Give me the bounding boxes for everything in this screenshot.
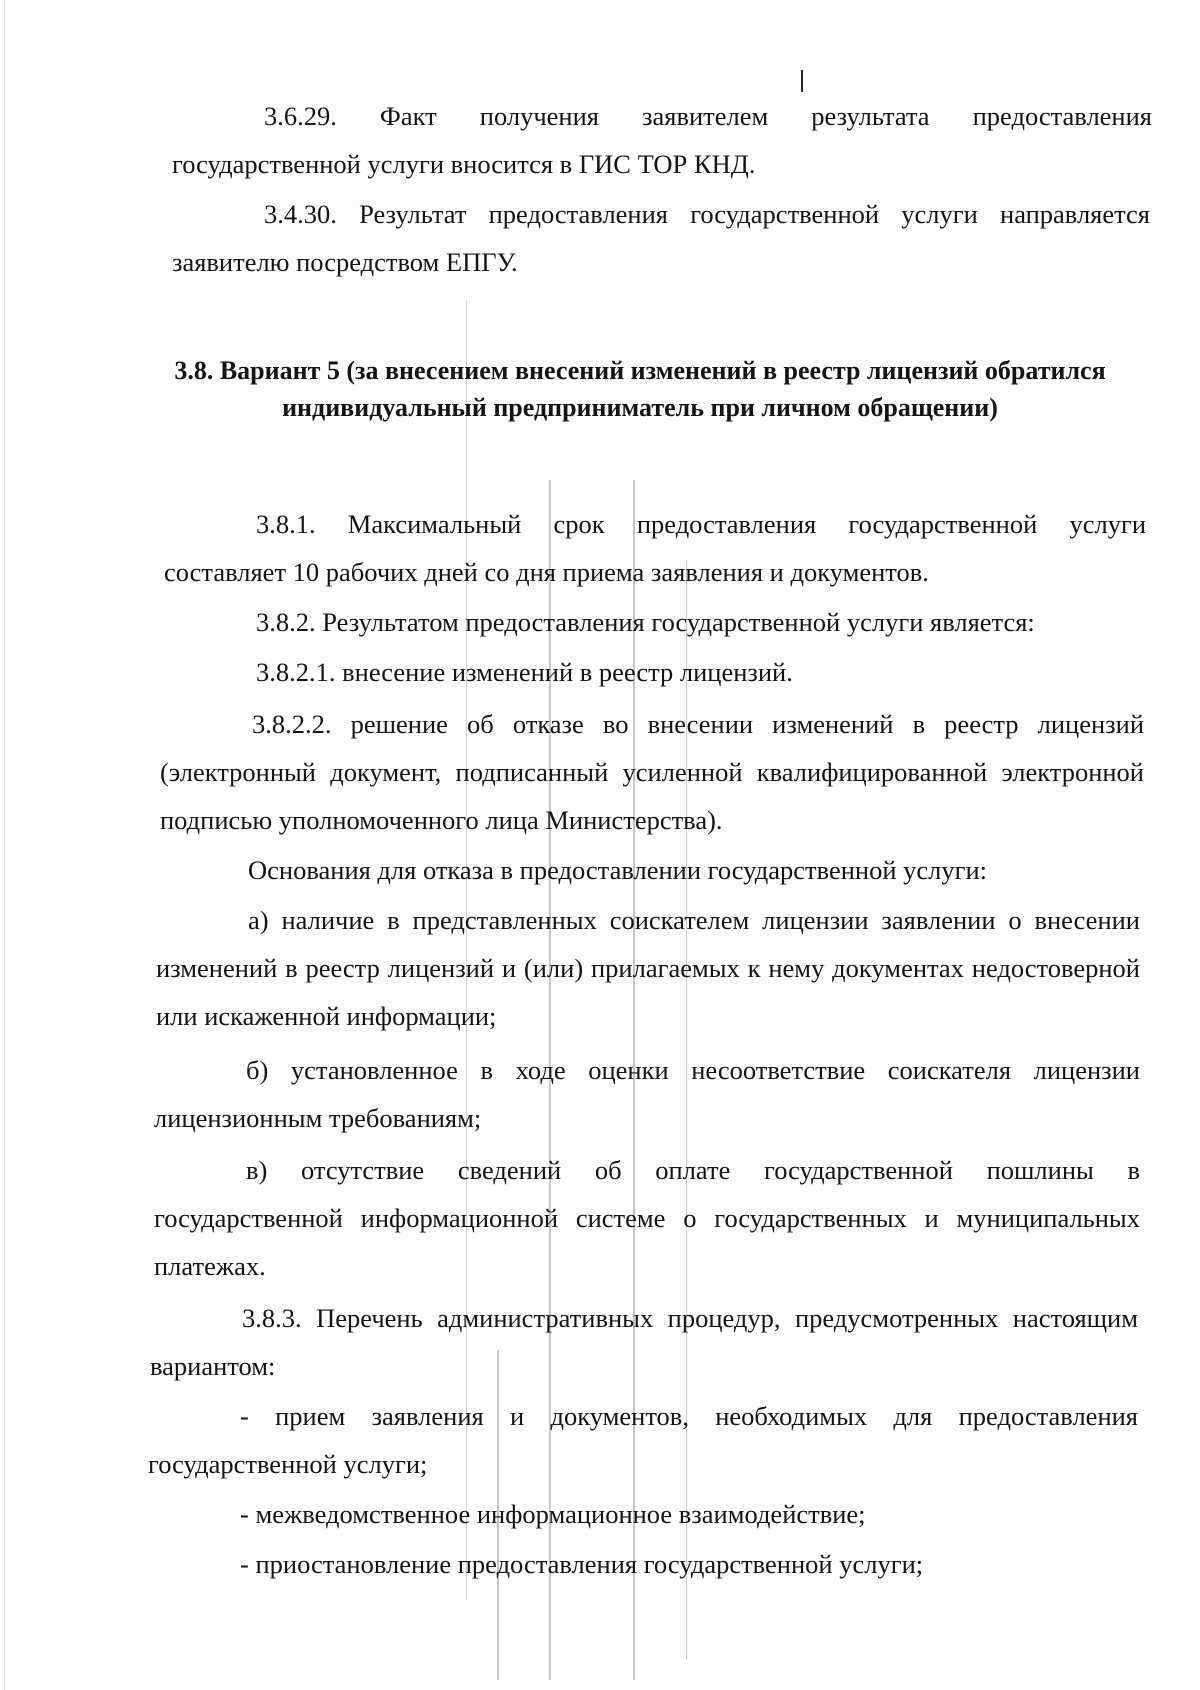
paragraph-3-8-3: 3.8.3. Перечень административных процедур, предусмотренных настоящим вариантом: <box>150 1303 1138 1381</box>
paragraph-ground-b: б) установленное в ходе оценки несоответствие соискателя лицензии лицензионным требованиям; <box>154 1055 1140 1133</box>
paragraph-3-8-1: 3.8.1. Максимальный срок предоставления государственной услуги составляет 10 рабочих дней со дня приема заявления и документов. <box>164 509 1146 587</box>
list-item-suspension: - приостановление предоставления государственной услуги; <box>240 1549 924 1579</box>
section-heading: 3.8. Вариант 5 (за внесением внесений изменений в реестр лицензий обратился индивидуальный предприниматель при личном обращении) <box>174 356 1106 422</box>
list-item-reception: - прием заявления и документов, необходимых для предоставления государственной услуги; <box>148 1401 1138 1479</box>
paragraph-3-4-30: 3.4.30. Результат предоставления государственной услуги направляется заявителю посредством ЕПГУ. <box>172 199 1150 277</box>
paragraph-refusal-grounds: Основания для отказа в предоставлении государственной услуги: <box>248 855 988 885</box>
paragraph-ground-v: в) отсутствие сведений об оплате государственной пошлины в государственной информационной системе о государственных и муниципальных платежах. <box>154 1155 1140 1281</box>
scan-mark <box>801 70 803 92</box>
paragraph-3-8-2-2: 3.8.2.2. решение об отказе во внесении изменений в реестр лицензий (электронный документ, подписанный усиленной квалифицированной электронной подписью уполномоченного лица Министерства). <box>160 709 1144 835</box>
paragraph-3-8-2-1: 3.8.2.1. внесение изменений в реестр лицензий. <box>256 657 793 687</box>
paragraph-ground-a: а) наличие в представленных соискателем лицензии заявлении о внесении изменений в реестр лицензий и (или) прилагаемых к нему документах недостоверной или искаженной информации; <box>156 905 1140 1031</box>
paragraph-3-8-2: 3.8.2. Результатом предоставления государственной услуги является: <box>256 607 1035 637</box>
paragraph-3-6-29: 3.6.29. Факт получения заявителем результата предоставления государственной услуги вносится в ГИС ТОР КНД. <box>172 101 1152 179</box>
list-item-interagency: - межведомственное информационное взаимодействие; <box>240 1499 866 1529</box>
scan-streak <box>4 0 5 1690</box>
